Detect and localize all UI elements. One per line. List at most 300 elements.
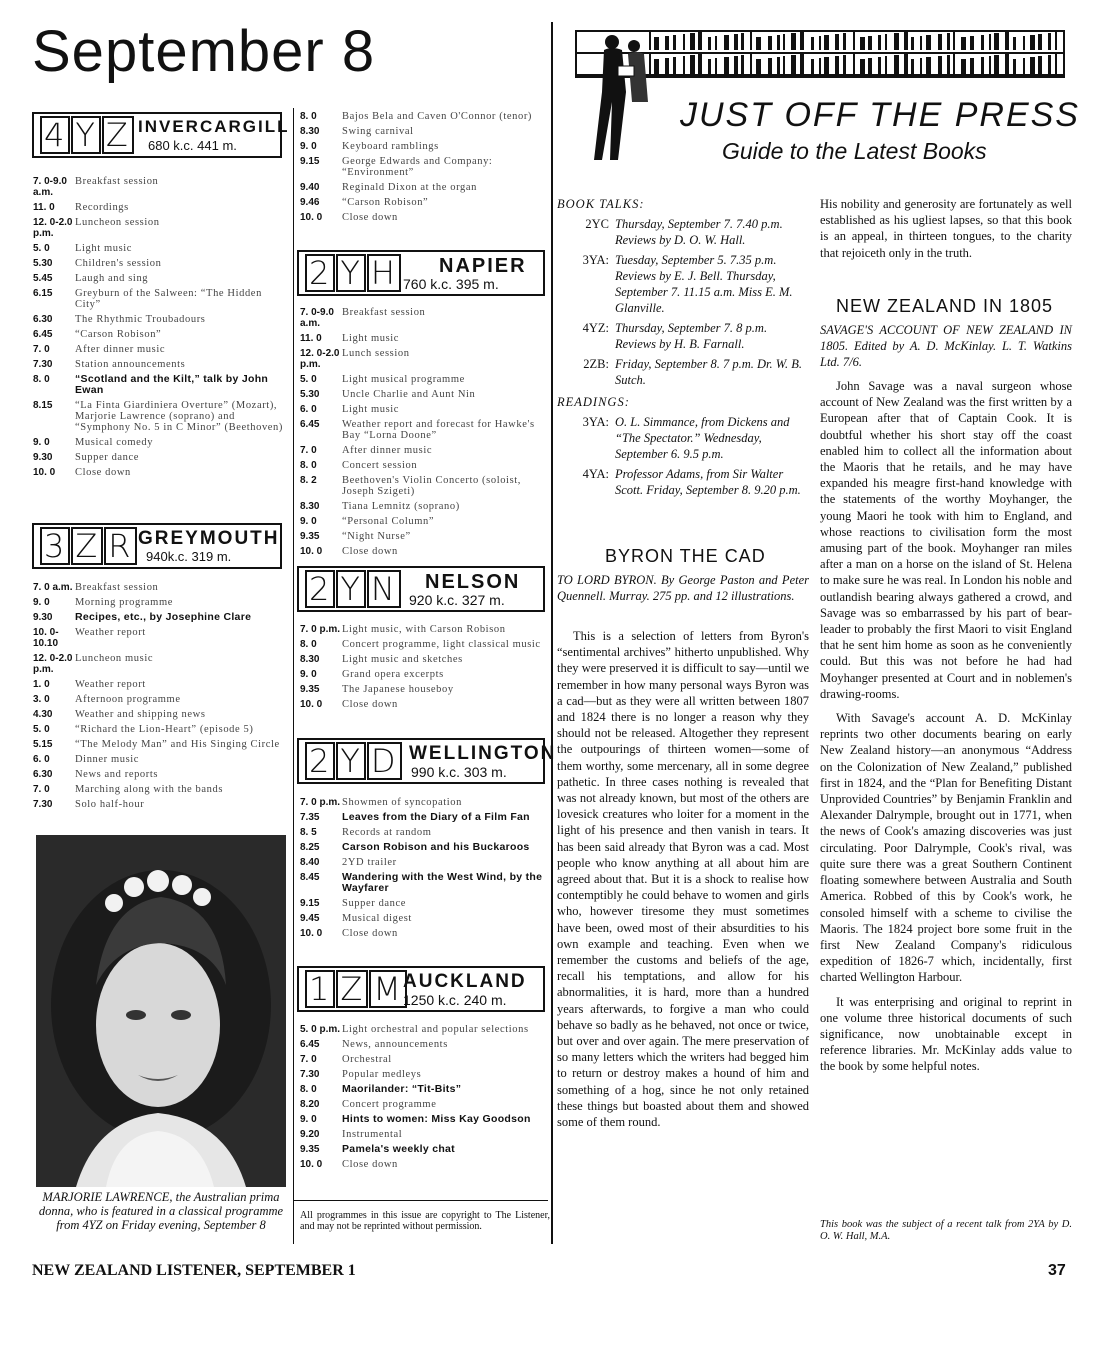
programme-row (300, 126, 545, 137)
programme-row (300, 445, 545, 456)
programme-row (300, 141, 545, 152)
book-spine (1030, 35, 1035, 50)
programme-title: Concert session (342, 460, 418, 471)
book-spine (665, 36, 669, 50)
programme-time: 7. 0 p.m. (300, 624, 341, 635)
book-spine (1055, 54, 1057, 76)
programme-row (33, 273, 287, 284)
book-spine (878, 57, 881, 76)
programme-time: 5. 0 (33, 724, 50, 735)
programme-row (33, 452, 287, 463)
book-spine (994, 55, 999, 76)
talk-entry (557, 252, 813, 316)
programme-row (300, 1039, 545, 1050)
call-letter: Z (336, 970, 368, 1008)
call-letter: 2 (305, 254, 335, 292)
programme-title: Records at random (342, 827, 432, 838)
programme-title: Showmen of syncopation (342, 797, 462, 808)
station-4yz-header (32, 112, 290, 158)
programme-title: Close down (75, 467, 131, 478)
book-spine (724, 57, 729, 76)
programme-time: 7. 0 p.m. (300, 797, 341, 808)
programme-row (33, 243, 287, 254)
programme-title: George Edwards and Company: “Environment” (342, 156, 493, 178)
book-spine (768, 36, 772, 50)
programme-row (300, 872, 545, 894)
programme-title: Concert programme (342, 1099, 437, 1110)
nz-talk-note: This book was the subject of a recent talk from 2YA by D. O. W. Hall, M.A. (820, 1219, 1072, 1242)
talk-station: 3YA: (582, 253, 609, 267)
programme-row (300, 1084, 545, 1095)
programme-row (300, 531, 545, 542)
programme-time: 9. 0 (33, 597, 50, 608)
station-2yn-header (297, 566, 545, 612)
station-city: WELLINGTON (409, 743, 557, 764)
programme-list-3zr (33, 582, 287, 814)
programme-time: 12. 0-2.0 p.m. (33, 217, 73, 239)
readings-list (557, 414, 813, 498)
station-frequency: 990 k.c. 303 m. (411, 764, 507, 780)
station-2yd-header (297, 738, 557, 784)
station-city: NELSON (425, 571, 521, 593)
call-letter: 2 (305, 570, 335, 608)
programme-row (33, 709, 287, 720)
talk-details: Thursday, September 7. 8 p.m. Reviews by H. B. Farnall. (615, 321, 768, 351)
programme-time: 11. 0 (300, 333, 322, 344)
page-title: September 8 (32, 19, 376, 84)
programme-time: 8.30 (300, 654, 320, 665)
call-letter: Y (336, 570, 366, 608)
programme-row (300, 348, 545, 370)
programme-title: Weather report (75, 679, 146, 690)
programme-title: Close down (342, 212, 398, 223)
programme-time: 5.30 (300, 389, 320, 400)
programme-time: 9. 0 (300, 141, 317, 152)
book-spine (1005, 32, 1009, 50)
programme-row (33, 329, 287, 340)
book-spine (698, 54, 702, 76)
programme-title: Supper dance (342, 898, 407, 909)
book-spine (961, 59, 966, 76)
programme-row (33, 374, 287, 396)
call-letter: 3 (40, 527, 70, 565)
programme-row (300, 654, 545, 665)
programme-row (33, 314, 287, 325)
programme-title: Dinner music (75, 754, 140, 765)
programme-row (300, 197, 545, 208)
programme-time: 8.40 (300, 857, 320, 868)
programme-row (300, 1129, 545, 1140)
programme-row (300, 684, 545, 695)
programme-title: Instrumental (342, 1129, 403, 1140)
station-city: AUCKLAND (403, 971, 527, 992)
programme-title: Close down (342, 1159, 398, 1170)
programme-time: 10. 0 (300, 212, 323, 223)
programme-time: 7. 0 (33, 344, 50, 355)
programme-title: Close down (342, 546, 398, 557)
page-number: 37 (1048, 1262, 1066, 1279)
programme-title: Children's session (75, 258, 162, 269)
programme-time: 9. 0 (33, 437, 50, 448)
call-letter: 4 (40, 116, 70, 154)
programme-row (300, 913, 545, 924)
programme-title: Light music (342, 333, 400, 344)
programme-title: News and reports (75, 769, 159, 780)
book-spine (756, 59, 761, 76)
book-spine (1048, 55, 1051, 76)
programme-time: 6.15 (33, 288, 53, 299)
byron-review-text: This is a selection of letters from Byron's “sentimental archives” hitherto unpublished. Why they were preserved it is difficult to say—until we remember in how many personal ways Byron was a cad—but as they were all written between 1807 and 1824 there is no longer a reason why they should not be released. Altogether they represent the outpourings of thirteen women—some of them worthy, some mercenary, all in some degree pathetic. In three cases nothing is revealed that was not already known, but most of the others are lovesick creatures who loiter for a moment in the light of his presence and then vanish in tears. It has been said already that Byron was a cad. Most people who know anything at all about him are agreed about that. But it is a shock to realise how contemptibly he could behave to women and girls who, however tiresome they must sometimes have been, owed most of their absurdities to his own example and teaching. Even when we remember the customs and beliefs of the age, recall his temptations, and allow for his abnormalities, it is hard, more than a hundred years afterwards, to forgive a man who could behave so badly as he behaved, not once or twice, but over and over again. The mere preservation of so many letters which the writers had begged him to return or destroy makes a hound of him and something of a hog, since he not only retained these things but boasted about them and showed some of them round. (557, 629, 809, 1130)
programme-row (300, 827, 545, 838)
programme-time: 10. 0 (300, 699, 323, 710)
book-spine (683, 34, 685, 50)
programme-row (300, 212, 545, 223)
programme-title: Carson Robison and his Buckaroos (342, 841, 530, 853)
nz-review-p2: With Savage's account A. D. McKinlay reprints two other documents bearing on early New Zealand history—an anonymous “Address on the Colonization of New Zealand,” published first in 1824, and the “Plan for Benefiting Distant Unprovided Countries” by Benjamin Franklin and Alexander Dalrymple, brought out in 1771, when the news of Cook's amazing discoveries was just circulating. Poor Dalrymple, Cook's rival, was quite sure there was a great Southern Continent floating somewhere between Australia and South America. Robbed of this by Cook's work, he consoled himself with a scheme to civilise the Maoris. The 1824 project bore some fruit in the first New Zealand Company's ridiculous expedition of 1826-7 which, incidentally, first charted Wellington Harbour. (820, 711, 1072, 985)
call-sign-3zr (40, 527, 138, 565)
book-spine (894, 33, 899, 50)
book-spine (791, 55, 796, 76)
book-spine (1023, 36, 1025, 50)
programme-row (300, 1114, 545, 1125)
book-spine (777, 35, 780, 50)
book-spine (665, 58, 669, 76)
programme-time: 12. 0-2.0 p.m. (33, 653, 73, 675)
programme-time: 6.30 (33, 769, 53, 780)
programme-title: Concert programme, light classical music (342, 639, 541, 650)
call-letter: Y (71, 116, 101, 154)
book-spine (926, 57, 931, 76)
book-spine (1055, 32, 1057, 50)
station-1zm-header (297, 966, 545, 1012)
book-spine (920, 36, 922, 50)
book-spine (835, 34, 839, 50)
programme-time: 9.35 (300, 684, 320, 695)
call-letter: Z (102, 116, 134, 154)
programme-row (33, 769, 287, 780)
programme-row (300, 898, 545, 909)
book-spine (756, 37, 761, 50)
book-spine (989, 56, 991, 76)
book-spine (920, 58, 922, 76)
programme-time: 8.45 (300, 872, 320, 883)
book-spine (894, 55, 899, 76)
book-talks (557, 196, 813, 498)
book-spine (970, 36, 974, 50)
programme-row (33, 437, 287, 448)
programme-time: 10. 0-10.10 (33, 627, 59, 649)
station-city: GREYMOUTH (138, 528, 280, 549)
programme-title: Marching along with the bands (75, 784, 224, 795)
book-spine (741, 55, 744, 76)
programme-time: 9.35 (300, 531, 320, 542)
book-spine (1048, 33, 1051, 50)
call-sign-2yh (305, 254, 402, 292)
programme-row (300, 928, 545, 939)
programme-title: “Scotland and the Kilt,” talk by John Ewan (75, 373, 269, 396)
book-spine (868, 58, 872, 76)
call-sign-2yn (305, 570, 402, 608)
programme-title: Lunch session (342, 348, 410, 359)
programme-time: 10. 0 (300, 546, 323, 557)
programme-title: Beethoven's Violin Concerto (soloist, Joseph Szigeti) (342, 475, 522, 497)
programme-row (300, 1159, 545, 1170)
programme-title: Breakfast session (342, 307, 426, 318)
programme-row (300, 111, 545, 122)
programme-row (33, 694, 287, 705)
programme-time: 6.45 (300, 1039, 320, 1050)
nz-review-p3: It was enterprising and original to reprint in one volume three historical documents of such significance, now unobtainable except in reference libraries. Mr. McKinlay adds value to the book by some helpful notes. (820, 994, 1072, 1074)
programme-time: 8.15 (33, 400, 53, 411)
book-spine (860, 59, 865, 76)
programme-time: 10. 0 (300, 928, 323, 939)
programme-time: 6.45 (300, 419, 320, 430)
call-letter: Y (336, 742, 366, 780)
programme-title: Recordings (75, 202, 129, 213)
programme-row (300, 404, 545, 415)
programme-row (33, 612, 287, 623)
programme-time: 8. 0 (300, 1084, 317, 1095)
book-spine (885, 56, 887, 76)
book-spine (989, 34, 991, 50)
book-spine (953, 32, 955, 50)
call-letter: M (369, 970, 407, 1008)
programme-row (300, 307, 545, 329)
column-rule (551, 22, 553, 1244)
programme-title: Breakfast session (75, 582, 159, 593)
talk-entry (557, 216, 813, 248)
programme-time: 8.25 (300, 842, 320, 853)
talk-details: Friday, September 8. 7 p.m. Dr. W. B. Sutch. (615, 357, 803, 387)
talk-details: Tuesday, September 5. 7.35 p.m. Reviews by E. J. Bell. Thursday, September 7. 11.15 a.m. Miss E. M. Glanville. (615, 253, 793, 315)
programme-title: Weather report and forecast for Hawke's Bay “Lorna Doone” (342, 419, 535, 441)
programme-row (33, 653, 287, 675)
programme-row (300, 1024, 545, 1035)
book-spine (800, 32, 804, 50)
book-spine (981, 57, 984, 76)
reading-figures-illustration (582, 32, 662, 162)
programme-title: Light musical programme (342, 374, 465, 385)
programme-title: Musical digest (342, 913, 412, 924)
programme-title: Hints to women: Miss Kay Goodson (342, 1113, 531, 1125)
programme-row (33, 344, 287, 355)
book-spine (811, 37, 814, 50)
programme-time: 7. 0 (300, 1054, 317, 1065)
book-spine (734, 34, 738, 50)
programme-row (33, 739, 287, 750)
book-spine (1038, 34, 1042, 50)
call-letter: H (367, 254, 401, 292)
talk-station: 2YC (585, 217, 609, 231)
programme-time: 5.30 (33, 258, 53, 269)
talk-entry (557, 356, 813, 388)
programme-time: 1. 0 (33, 679, 50, 690)
column-rule (293, 108, 294, 1244)
talk-station: 4YZ: (582, 321, 609, 335)
programme-title: Light orchestral and popular selections (342, 1024, 529, 1035)
call-letter: N (367, 570, 401, 608)
book-spine (824, 57, 829, 76)
book-spine (860, 37, 865, 50)
programme-title: Station announcements (75, 359, 186, 370)
programme-row (300, 419, 545, 441)
book-spine (911, 37, 914, 50)
call-letter: 1 (305, 970, 335, 1008)
programme-title: Luncheon session (75, 217, 160, 228)
programme-time: 7. 0 a.m. (33, 582, 73, 593)
programme-time: 11. 0 (33, 202, 55, 213)
book-spine (938, 56, 942, 76)
nz-book-details: SAVAGE'S ACCOUNT OF NEW ZEALAND IN 1805. Edited by A. D. McKinlay. L. T. Watkins Ltd. 7/6. (820, 323, 1072, 370)
book-spine (750, 32, 752, 50)
book-spine (715, 36, 717, 50)
programme-title: Close down (342, 928, 398, 939)
programme-time: 8. 2 (300, 475, 317, 486)
programme-title: Musical comedy (75, 437, 154, 448)
programme-time: 6. 0 (33, 754, 50, 765)
programme-time: 9.40 (300, 182, 320, 193)
book-spine (777, 57, 780, 76)
programme-row (33, 679, 287, 690)
programme-time: 9. 0 (300, 516, 317, 527)
programme-row (300, 501, 545, 512)
book-spine (690, 55, 695, 76)
programme-row (33, 400, 287, 433)
books-subheader: Guide to the Latest Books (722, 138, 987, 164)
book-spine (800, 54, 804, 76)
programme-row (33, 202, 287, 213)
programme-row (300, 182, 545, 193)
programme-row (300, 460, 545, 471)
book-spine (698, 32, 702, 50)
programme-row (33, 799, 287, 810)
programme-list-2yh (300, 307, 545, 561)
book-spine (843, 55, 846, 76)
programme-title: After dinner music (75, 344, 166, 355)
book-spine (724, 35, 729, 50)
programme-time: 8. 5 (300, 827, 317, 838)
programme-time: 3. 0 (33, 694, 50, 705)
programme-title: Bajos Bela and Caven O'Connor (tenor) (342, 111, 533, 122)
book-spine (741, 33, 744, 50)
book-spine (843, 33, 846, 50)
programme-row (300, 546, 545, 557)
programme-time: 8.30 (300, 501, 320, 512)
programme-row (33, 359, 287, 370)
byron-review-continued: His nobility and generosity are fortunately as well established as his ugliest lapses, so that this book is an appeal, in thirteen tongues, to the charity that rejoiceth only in the truth. (820, 197, 1072, 260)
book-spine (824, 35, 829, 50)
programme-title: Breakfast session (75, 176, 159, 187)
programme-row (300, 333, 545, 344)
programme-row (300, 639, 545, 650)
programme-title: Wandering with the West Wind, by the Wayfarer (342, 871, 543, 894)
programme-time: 9. 0 (300, 1114, 317, 1125)
photo-caption: MARJORIE LAWRENCE, the Australian prima donna, who is featured in a classical programme from 4YZ on Friday evening, September 8 (38, 1190, 284, 1232)
programme-row (300, 624, 545, 635)
programme-title: The Japanese houseboy (342, 684, 454, 695)
programme-time: 7. 0-9.0 a.m. (33, 176, 67, 198)
programme-time: 9.46 (300, 197, 320, 208)
book-spine (853, 32, 855, 50)
programme-row (300, 1144, 545, 1155)
book-spine (926, 35, 931, 50)
programme-title: Luncheon music (75, 653, 154, 664)
programme-row (300, 857, 545, 868)
byron-heading: BYRON THE CAD (605, 546, 766, 566)
programme-time: 12. 0-2.0 p.m. (300, 348, 340, 370)
programme-title: “La Finta Giardiniera Overture” (Mozart), Marjorie Lawrence (soprano) and “Symphony No. 5 in C Minor” (Beethoven) (75, 400, 284, 433)
book-spine (708, 59, 711, 76)
programme-row (300, 1099, 545, 1110)
programme-title: Orchestral (342, 1054, 392, 1065)
books-header: JUST OFF THE PRESS (680, 96, 1080, 134)
programme-row (33, 258, 287, 269)
book-spine (1023, 58, 1025, 76)
programme-title: “The Melody Man” and His Singing Circle (75, 739, 280, 750)
byron-book-details: TO LORD BYRON. By George Paston and Peter Quennell. Murray. 275 pp. and 12 illustrations. (557, 573, 809, 603)
programme-time: 8. 0 (300, 111, 317, 122)
book-spine (1005, 54, 1009, 76)
book-spine (885, 34, 887, 50)
book-spine (904, 54, 908, 76)
programme-row (33, 627, 287, 649)
programme-list-4yz-continued (300, 111, 545, 227)
programme-row (33, 467, 287, 478)
programme-time: 7.35 (300, 812, 320, 823)
programme-row (33, 754, 287, 765)
programme-time: 8. 0 (33, 374, 50, 385)
programme-time: 9.35 (300, 1144, 320, 1155)
programme-title: The Rhythmic Troubadours (75, 314, 206, 325)
call-sign-4yz (40, 116, 135, 154)
programme-row (300, 1054, 545, 1065)
call-letter: D (367, 742, 402, 780)
book-spine (673, 35, 676, 50)
call-letter: Y (336, 254, 366, 292)
programme-title: Popular medleys (342, 1069, 422, 1080)
programme-title: Light music (75, 243, 133, 254)
talk-entry (557, 320, 813, 352)
book-spine (853, 54, 855, 76)
programme-time: 8. 0 (300, 460, 317, 471)
book-spine (811, 59, 814, 76)
programme-time: 9.20 (300, 1129, 320, 1140)
programme-row (33, 784, 287, 795)
programme-title: Grand opera excerpts (342, 669, 444, 680)
new-zealand-heading: NEW ZEALAND IN 1805 (836, 296, 1054, 316)
book-talks-label: BOOK TALKS: (557, 197, 645, 211)
programme-title: Solo half-hour (75, 799, 145, 810)
programme-time: 4.30 (33, 709, 53, 720)
book-spine (715, 58, 717, 76)
byron-review (557, 628, 809, 1130)
programme-row (300, 156, 545, 178)
station-frequency: 760 k.c. 395 m. (403, 276, 499, 292)
book-spine (947, 33, 950, 50)
station-2yh-header (297, 250, 545, 296)
book-spine (683, 56, 685, 76)
talk-entry (557, 466, 813, 498)
programme-row (300, 699, 545, 710)
programme-title: Greyburn of the Salween: “The Hidden City” (75, 288, 262, 310)
programme-time: 9.30 (33, 612, 53, 623)
station-frequency: 680 k.c. 441 m. (148, 138, 237, 153)
programme-title: Recipes, etc., by Josephine Clare (75, 611, 252, 623)
marjorie-lawrence-photo (36, 835, 286, 1187)
nz-review-p1: John Savage was a naval surgeon whose account of New Zealand was the first written by a European after that of Captain Cook. It is doubtful whether his short stay off the coast enabled him to collect all the information about the Maoris that he retails, and he may have expanded his meagre first-hand knowledge with the statements of the worthy Moyhanger, the young Maori he took with him to England, and whose reactions to civilisation form the most amusing part of the book. Moyhanger ran miles after a man on a horse on the island of St. Helena to make sure he was real. In London his noble and outlandish bearing always gathered a crowd, and Savage was so embarrassed by his part of bear-leader to probably the first Maori to visit England that he sent him home as soon as he conveniently could. But this was not before he had had Moyhanger presented at Court and in noblemen's drawing-rooms. (820, 379, 1072, 701)
footer-masthead: NEW ZEALAND LISTENER, SEPTEMBER 1 (32, 1262, 356, 1279)
programme-title: “Personal Column” (342, 516, 435, 527)
